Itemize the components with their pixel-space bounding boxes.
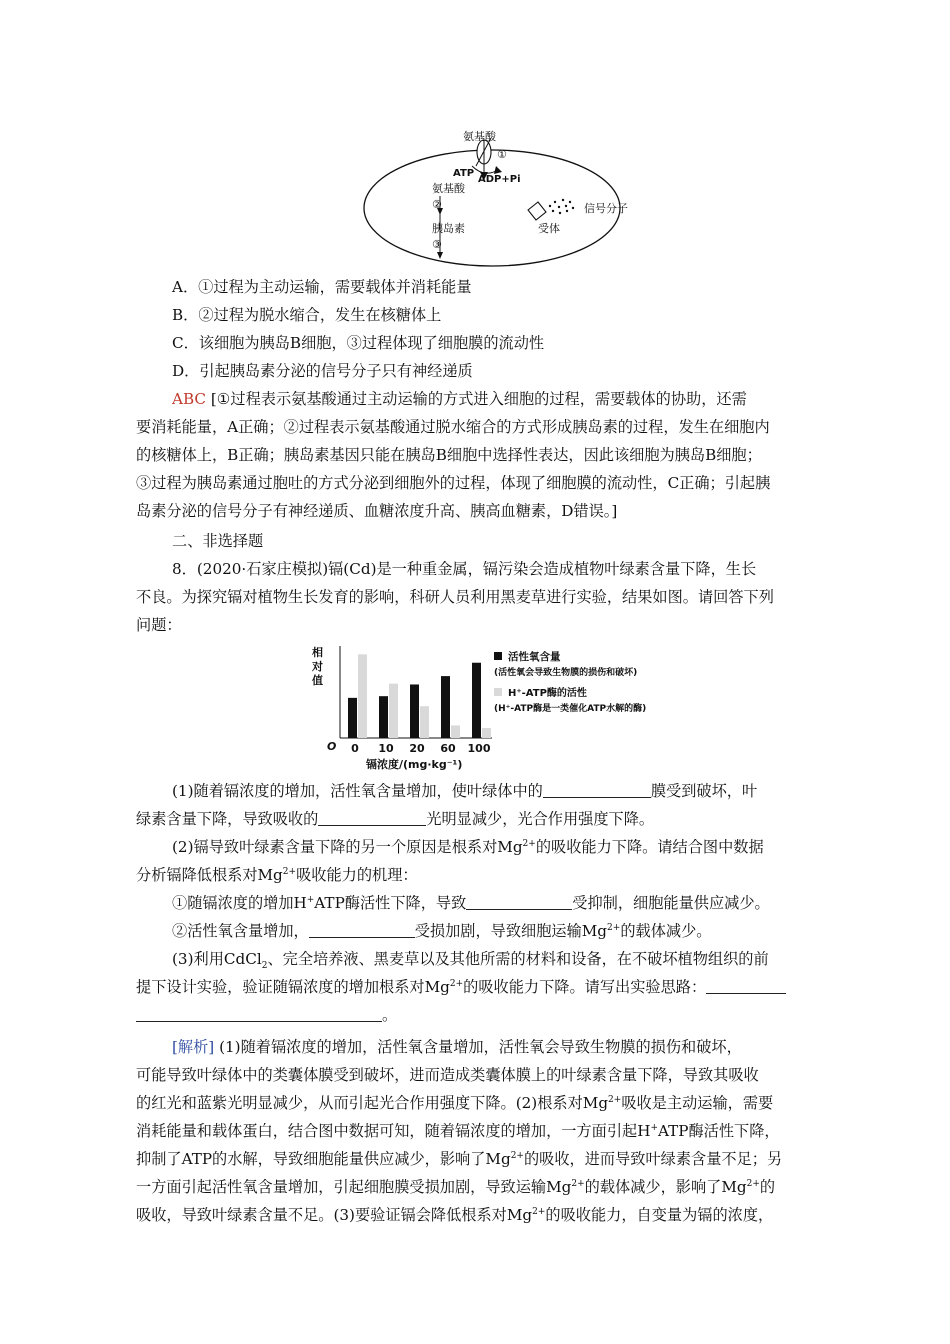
chart-ylabel-1: 相 xyxy=(312,646,323,659)
answer7-line1: ABC [①过程表示氨基酸通过主动运输的方式进入细胞的过程，需要载体的协助，还需 xyxy=(172,390,747,408)
label-signal-molecule: 信号分子 xyxy=(584,202,628,215)
legend-swatch-ros xyxy=(494,652,502,660)
analysis-line6: 一方面引起活性氧含量增加，引起细胞膜受损加剧，导致运输$Mg^{2+}$的载体减少，影响了$Mg^{2+}$的 xyxy=(136,1178,776,1196)
bar-atpase-10 xyxy=(389,684,398,738)
bar-atpase-0 xyxy=(358,654,367,738)
answer-blank-1[interactable] xyxy=(543,781,651,798)
q8-line1: 8．(2020·石家庄模拟)镉(Cd)是一种重金属，镉污染会造成植物叶绿素含量下降，生长 xyxy=(172,560,757,578)
analysis-line4: 消耗能量和载体蛋白，结合图中数据可知，随着镉浓度的增加，一方面引起H+ATP酶活性下降， xyxy=(136,1122,780,1140)
chart-ylabel-2: 对 xyxy=(312,660,323,673)
answer7-line3: 的核糖体上，B正确；胰岛素基因只能在胰岛B细胞中选择性表达，因此该细胞为胰岛B细胞； xyxy=(136,446,762,464)
tick-label-0: 0 xyxy=(351,742,359,755)
q8-2-line1: (2)镉导致叶绿素含量下降的另一个原因是根系对$Mg^{2+}$的吸收能力下降。请结合图中数据 xyxy=(172,838,764,856)
q8-line2: 不良。为探究镉对植物生长发育的影响，科研人员利用黑麦草进行实验，结果如图。请回答下列 xyxy=(136,588,774,606)
bar-ros-20 xyxy=(410,684,419,738)
legend-atpase-name: H⁺-ATP酶的活性 xyxy=(508,688,587,699)
label-amino-acid-inner: 氨基酸 xyxy=(432,182,465,195)
q8-3-line1: (3)利用CdCl$_2$、完全培养液、黑麦草以及其他所需的材料和设备，在不破坏植物组织的前 xyxy=(172,950,769,972)
label-step3: ③ xyxy=(432,238,442,251)
option-c: C．该细胞为胰岛B细胞，③过程体现了细胞膜的流动性 xyxy=(172,334,545,352)
receptor-shape xyxy=(528,202,546,220)
tick-label-100: 100 xyxy=(467,742,491,755)
q8-3-line3: 。 xyxy=(136,1002,826,1028)
label-atp: ATP xyxy=(453,168,475,179)
option-a: A．①过程为主动运输，需要载体并消耗能量 xyxy=(172,278,472,296)
answer-letters: ABC xyxy=(172,390,207,408)
answer7-line2: 要消耗能量，A正确；②过程表示氨基酸通过脱水缩合的方式形成胰岛素的过程，发生在细胞内 xyxy=(136,418,770,436)
q8-2-line3: ①随镉浓度的增加H+ATP酶活性下降，导致 受抑制，细胞能量供应减少。 xyxy=(172,894,770,912)
chart-ylabel-3: 值 xyxy=(312,674,323,687)
analysis-line2: 可能导致叶绿体中的类囊体膜受到破坏，进而造成类囊体膜上的叶绿素含量下降，导致其吸收 xyxy=(136,1066,759,1084)
bar-ros-0 xyxy=(348,698,357,738)
answer-blank-4[interactable] xyxy=(309,921,415,938)
label-step2: ② xyxy=(432,198,442,211)
chart-bars xyxy=(348,654,491,738)
signal-molecule-dots xyxy=(549,199,574,214)
cadmium-bar-chart xyxy=(300,640,700,775)
bar-atpase-20 xyxy=(420,706,429,738)
tick-label-20: 20 xyxy=(409,742,425,755)
chart-tick-labels xyxy=(351,742,491,755)
chart-origin: O xyxy=(327,740,337,753)
analysis-tag: [解析] xyxy=(172,1038,215,1056)
answer-blank-5b[interactable] xyxy=(136,1005,382,1022)
q8-1-line2: 绿素含量下降，导致吸收的 光明显减少，光合作用强度下降。 xyxy=(136,810,655,828)
q8-3-line2: 提下设计实验，验证随镉浓度的增加根系对$Mg^{2+}$的吸收能力下降。请写出实验思路： xyxy=(136,974,826,1000)
legend-ros-note: (活性氧会导致生物膜的损伤和破坏) xyxy=(494,668,638,678)
cell-diagram xyxy=(360,118,660,268)
answer-blank-3[interactable] xyxy=(466,893,572,910)
q8-1-line1: (1)随着镉浓度的增加，活性氧含量增加，使叶绿体中的 膜受到破坏，叶 xyxy=(172,782,758,800)
legend-atpase-note: (H⁺-ATP酶是一类催化ATP水解的酶) xyxy=(494,704,647,714)
cell-membrane xyxy=(364,150,620,266)
analysis-line5: 抑制了ATP的水解，导致细胞能量供应减少，影响了$Mg^{2+}$的吸收，进而导致叶绿素含量不足；另 xyxy=(136,1150,783,1168)
label-insulin: 胰岛素 xyxy=(432,222,465,235)
legend-swatch-atpase xyxy=(494,688,502,696)
answer7-line4: ③过程为胰岛素通过胞吐的方式分泌到细胞外的过程，体现了细胞膜的流动性，C正确；引起胰 xyxy=(136,474,771,492)
q8-line3: 问题： xyxy=(136,616,182,634)
legend-ros-name: 活性氧含量 xyxy=(508,651,561,663)
bar-ros-60 xyxy=(441,676,450,738)
analysis-line7: 吸收，导致叶绿素含量不足。(3)要验证镉会降低根系对$Mg^{2+}$的吸收能力，自变量为镉的浓度， xyxy=(136,1206,774,1224)
option-b: B．②过程为脱水缩合，发生在核糖体上 xyxy=(172,306,442,324)
q8-2-line4: ②活性氧含量增加， 受损加剧，导致细胞运输$Mg^{2+}$的载体减少。 xyxy=(172,922,712,940)
chart-xlabel: 镉浓度/(mg·kg⁻¹) xyxy=(366,758,463,771)
tick-label-60: 60 xyxy=(440,742,456,755)
answer7-line5: 岛素分泌的信号分子有神经递质、血糖浓度升高、胰高血糖素，D错误。] xyxy=(136,502,618,520)
bar-ros-100 xyxy=(472,663,481,738)
bar-atpase-60 xyxy=(451,725,460,738)
label-step1: ① xyxy=(497,148,507,161)
label-adp-pi: ADP+Pi xyxy=(478,174,521,185)
analysis-line1: [解析] (1)随着镉浓度的增加，活性氧含量增加，活性氧会导致生物膜的损伤和破坏， xyxy=(172,1038,742,1056)
option-d: D．引起胰岛素分泌的信号分子只有神经递质 xyxy=(172,362,473,380)
answer-blank-5a[interactable] xyxy=(706,977,786,994)
tick-label-10: 10 xyxy=(378,742,394,755)
label-receptor: 受体 xyxy=(538,222,560,235)
bar-atpase-100 xyxy=(482,728,491,738)
section-heading: 二、非选择题 xyxy=(172,532,264,550)
label-amino-acid-top: 氨基酸 xyxy=(463,130,496,143)
answer-blank-2[interactable] xyxy=(318,809,426,826)
q8-2-line2: 分析镉降低根系对$Mg^{2+}$吸收能力的机理： xyxy=(136,866,418,884)
analysis-line3: 的红光和蓝紫光明显减少，从而引起光合作用强度下降。(2)根系对$Mg^{2+}$吸收是主动运输，需要 xyxy=(136,1094,774,1112)
bar-ros-10 xyxy=(379,696,388,738)
